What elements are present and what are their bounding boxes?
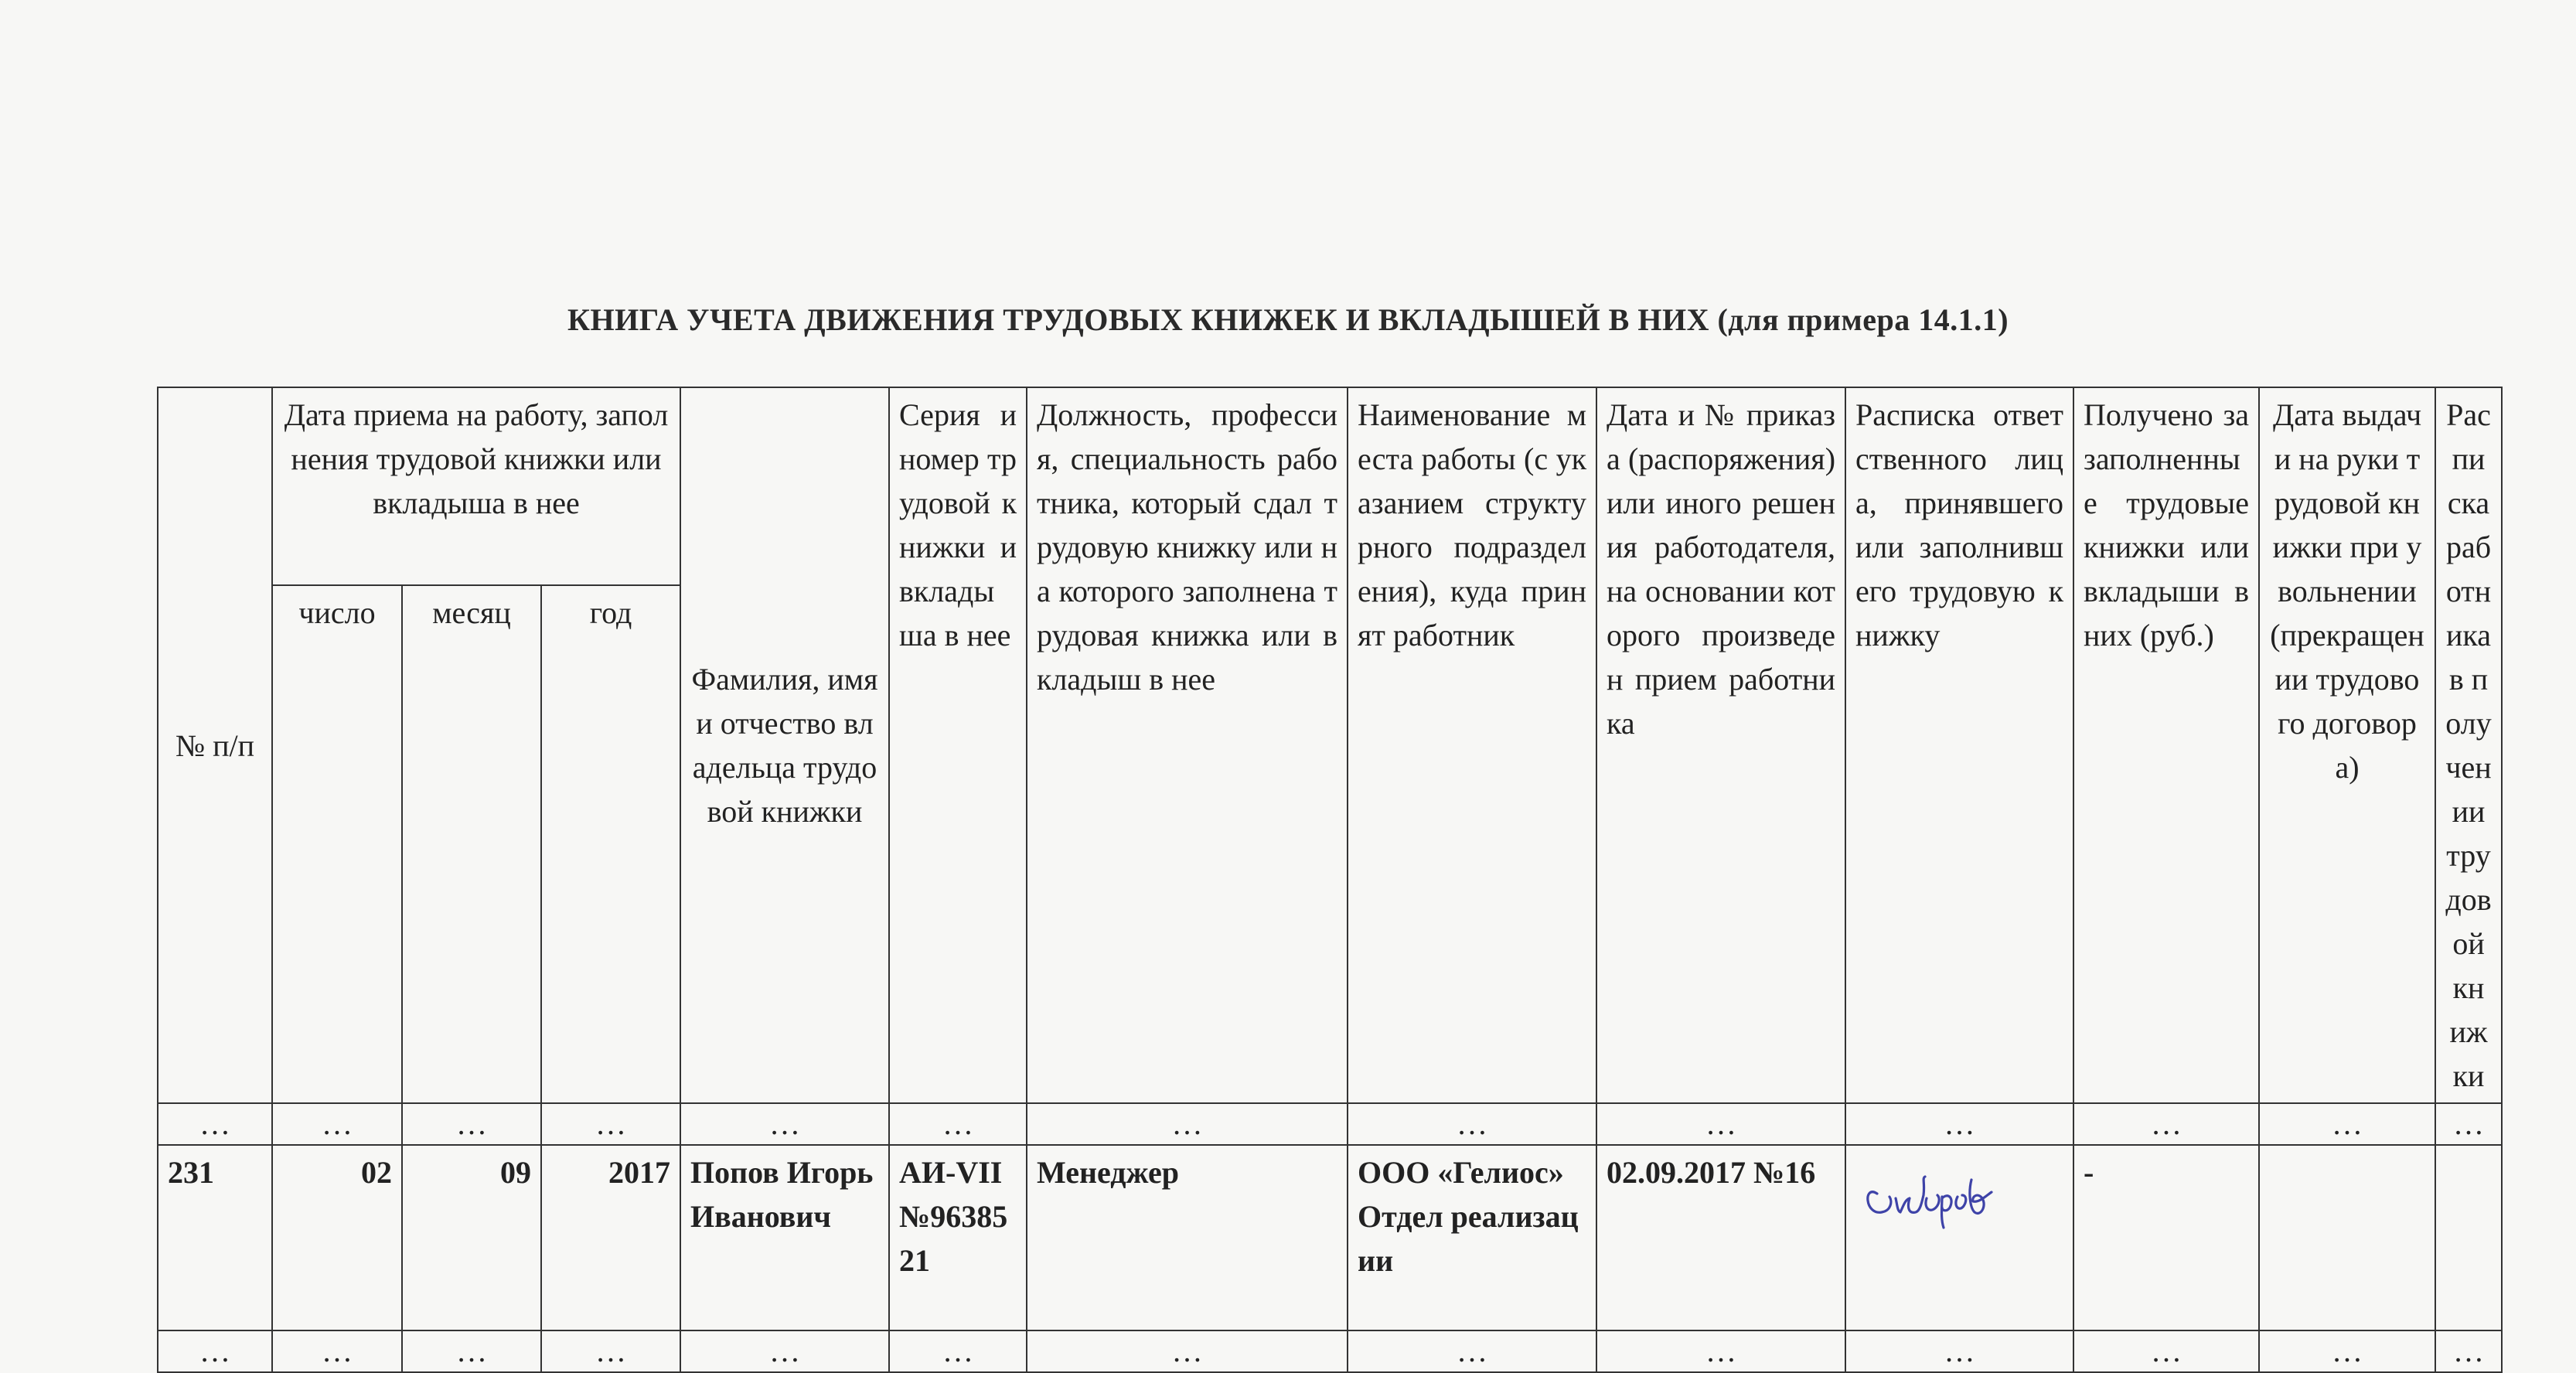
ellipsis-cell: … <box>1027 1103 1348 1145</box>
ellipsis-cell: … <box>1596 1330 1845 1372</box>
header-employee-receipt: Расписка работника в получении трудовой книжки <box>2435 387 2502 1103</box>
ellipsis-cell: … <box>2259 1330 2435 1372</box>
header-row-top <box>158 387 2502 585</box>
entry-workplace: ООО «Гелиос» Отдел реализации <box>1348 1145 1596 1330</box>
entry-issue-date <box>2259 1145 2435 1330</box>
entry-series: АИ-VII №9638521 <box>889 1145 1027 1330</box>
header-order: Дата и № приказа (распоряжения) или иного решения работодателя, на основании которого произведен прием работника <box>1596 387 1845 1103</box>
header-receipt: Расписка ответственного лица, принявшего или заполнившего трудовую книжку <box>1845 387 2073 1103</box>
header-date-group: Дата приема на работу, заполнения трудовой книжки или вкладыша в нее <box>272 387 680 585</box>
header-month: месяц <box>402 585 541 1103</box>
entry-year: 2017 <box>541 1145 680 1330</box>
ellipsis-cell: … <box>680 1330 889 1372</box>
header-series: Серия и номер трудовой книжки и вкладыша в нее <box>889 387 1027 1103</box>
ellipsis-cell: … <box>541 1103 680 1145</box>
title-note: (для примера 14.1.1) <box>1717 302 2009 337</box>
ellipsis-cell: … <box>1845 1330 2073 1372</box>
signature-image <box>1855 1147 2033 1232</box>
ellipsis-cell: … <box>889 1103 1027 1145</box>
ellipsis-cell: … <box>402 1330 541 1372</box>
ellipsis-cell: … <box>2073 1330 2259 1372</box>
title-main: КНИГА УЧЕТА ДВИЖЕНИЯ ТРУДОВЫХ КНИЖЕК И ВКЛАДЫШЕЙ В НИХ <box>567 302 1709 337</box>
header-fio: Фамилия, имя и отчество владельца трудовой книжки <box>680 387 889 1103</box>
header-position: Должность, профессия, специальность работника, который сдал трудовую книжку или на которого заполнена трудовая книжка или вкладыш в нее <box>1027 387 1348 1103</box>
ellipsis-cell: … <box>272 1330 402 1372</box>
ellipsis-cell: … <box>1027 1330 1348 1372</box>
ellipsis-cell: … <box>889 1330 1027 1372</box>
entry-day: 02 <box>272 1145 402 1330</box>
entry-fio: Попов Игорь Иванович <box>680 1145 889 1330</box>
ellipsis-cell: … <box>2435 1330 2502 1372</box>
records-table <box>157 387 2503 1373</box>
header-workplace: Наименование места работы (с указанием структурного подразделения), куда принят работник <box>1348 387 1596 1103</box>
entry-month: 09 <box>402 1145 541 1330</box>
entry-receipt-signature <box>1845 1145 2073 1330</box>
ellipsis-cell: … <box>2259 1103 2435 1145</box>
ellipsis-cell: … <box>272 1103 402 1145</box>
header-day: число <box>272 585 402 1103</box>
ellipsis-cell: … <box>1845 1103 2073 1145</box>
ellipsis-row-bottom <box>158 1330 2502 1372</box>
table-row <box>158 1145 2502 1330</box>
entry-position: Менеджер <box>1027 1145 1348 1330</box>
ellipsis-cell: … <box>2073 1103 2259 1145</box>
header-issue-date: Дата выдачи на руки трудовой книжки при увольнении (прекращении трудового договора) <box>2259 387 2435 1103</box>
entry-received: - <box>2073 1145 2259 1330</box>
ellipsis-cell: … <box>2435 1103 2502 1145</box>
ellipsis-cell: … <box>1348 1330 1596 1372</box>
ellipsis-row-top <box>158 1103 2502 1145</box>
ellipsis-cell: … <box>1348 1103 1596 1145</box>
ellipsis-cell: … <box>158 1103 272 1145</box>
header-year: год <box>541 585 680 1103</box>
entry-order: 02.09.2017 №16 <box>1596 1145 1845 1330</box>
entry-employee-receipt <box>2435 1145 2502 1330</box>
ellipsis-cell: … <box>680 1103 889 1145</box>
ellipsis-cell: … <box>541 1330 680 1372</box>
entry-num: 231 <box>158 1145 272 1330</box>
ellipsis-cell: … <box>402 1103 541 1145</box>
header-received: Получено за заполненные трудовые книжки или вкладыши в них (руб.) <box>2073 387 2259 1103</box>
ellipsis-cell: … <box>1596 1103 1845 1145</box>
ellipsis-cell: … <box>158 1330 272 1372</box>
page-title <box>0 302 2576 338</box>
header-num: № п/п <box>158 387 272 1103</box>
